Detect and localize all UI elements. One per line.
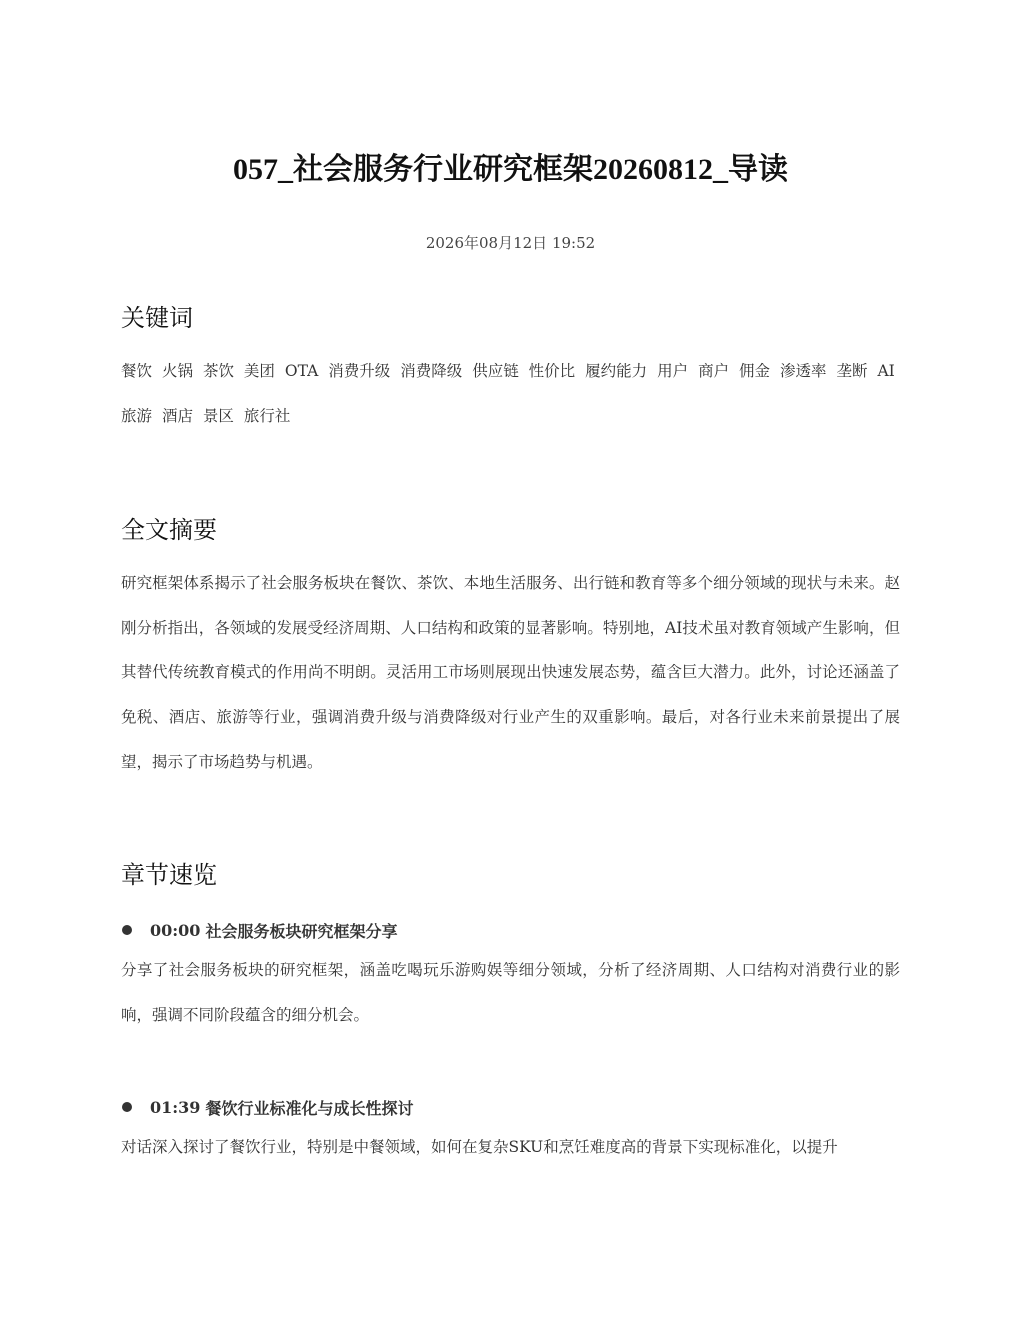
chapter-name: 餐饮行业标准化与成长性探讨 [205, 1098, 414, 1118]
chapter-name: 社会服务板块研究框架分享 [205, 921, 398, 941]
keyword-tag: 旅游 [121, 406, 153, 425]
keyword-tag: 性价比 [528, 362, 576, 380]
keyword-tag: 垄断 [836, 362, 868, 380]
keyword-tag: 供应链 [472, 362, 519, 380]
keyword-tag: 消费升级 [328, 362, 391, 380]
keyword-tag: 佣金 [739, 362, 771, 380]
keyword-tag: 景区 [202, 406, 234, 425]
keyword-tag: 酒店 [161, 406, 193, 425]
keyword-tag: 美团 [243, 362, 275, 380]
keyword-tag: 渗透率 [780, 362, 827, 380]
summary-text: 研究框架体系揭示了社会服务板块在餐饮、茶饮、本地生活服务、出行链和教育等多个细分领域的现状与未来。赵刚分析指出，各领域的发展受经济周期、人口结构和政策的显著影响。特别地，AI技术虽对教育领域产生影响，但其替代传统教育模式的作用尚不明朗。灵活用工市场则展现出快速发展态势，蕴含巨大潜力。此外，讨论还涵盖了免税、酒店、旅游等行业，强调消费升级与消费降级对行业产生的双重影响。最后，对各行业未来前景提出了展望，揭示了市场趋势与机遇。 [121, 574, 900, 771]
chapter-timestamp: 00:00 [150, 920, 201, 940]
keyword-tag: 茶饮 [202, 362, 234, 380]
chapter-body: 对话深入探讨了餐饮行业，特别是中餐领域，如何在复杂SKU和烹饪难度高的背景下实现标准化，以提升 [121, 1138, 838, 1156]
keyword-tag: 商户 [698, 362, 730, 380]
chapter-timestamp: 01:39 [150, 1097, 201, 1117]
bullet-icon [122, 1102, 132, 1112]
keyword-tag: 火锅 [161, 362, 193, 380]
keywords-list [121, 349, 900, 438]
keywords-heading: 关键词 [121, 304, 193, 332]
keyword-tag: 履约能力 [585, 362, 648, 380]
chapter-title [121, 1095, 900, 1119]
chapter-title [121, 918, 900, 942]
document-title: 057_社会服务行业研究框架20260812_导读 [233, 153, 788, 186]
chapter-item [121, 1095, 900, 1156]
chapter-item [121, 918, 900, 1024]
keyword-tag: 餐饮 [121, 362, 153, 380]
document-date: 2026年08月12日 19:52 [425, 234, 596, 252]
keyword-tag: AI [877, 362, 895, 380]
chapters-heading: 章节速览 [121, 861, 217, 889]
bullet-icon [122, 925, 132, 935]
keyword-tag: 用户 [657, 362, 689, 380]
keyword-tag: 消费降级 [400, 362, 463, 380]
keyword-tag: OTA [284, 362, 319, 380]
summary-heading: 全文摘要 [121, 516, 217, 544]
keyword-tag: 旅行社 [243, 406, 291, 425]
chapter-body: 分享了社会服务板块的研究框架，涵盖吃喝玩乐游购娱等细分领域，分析了经济周期、人口结构对消费行业的影响，强调不同阶段蕴含的细分机会。 [121, 961, 900, 1024]
